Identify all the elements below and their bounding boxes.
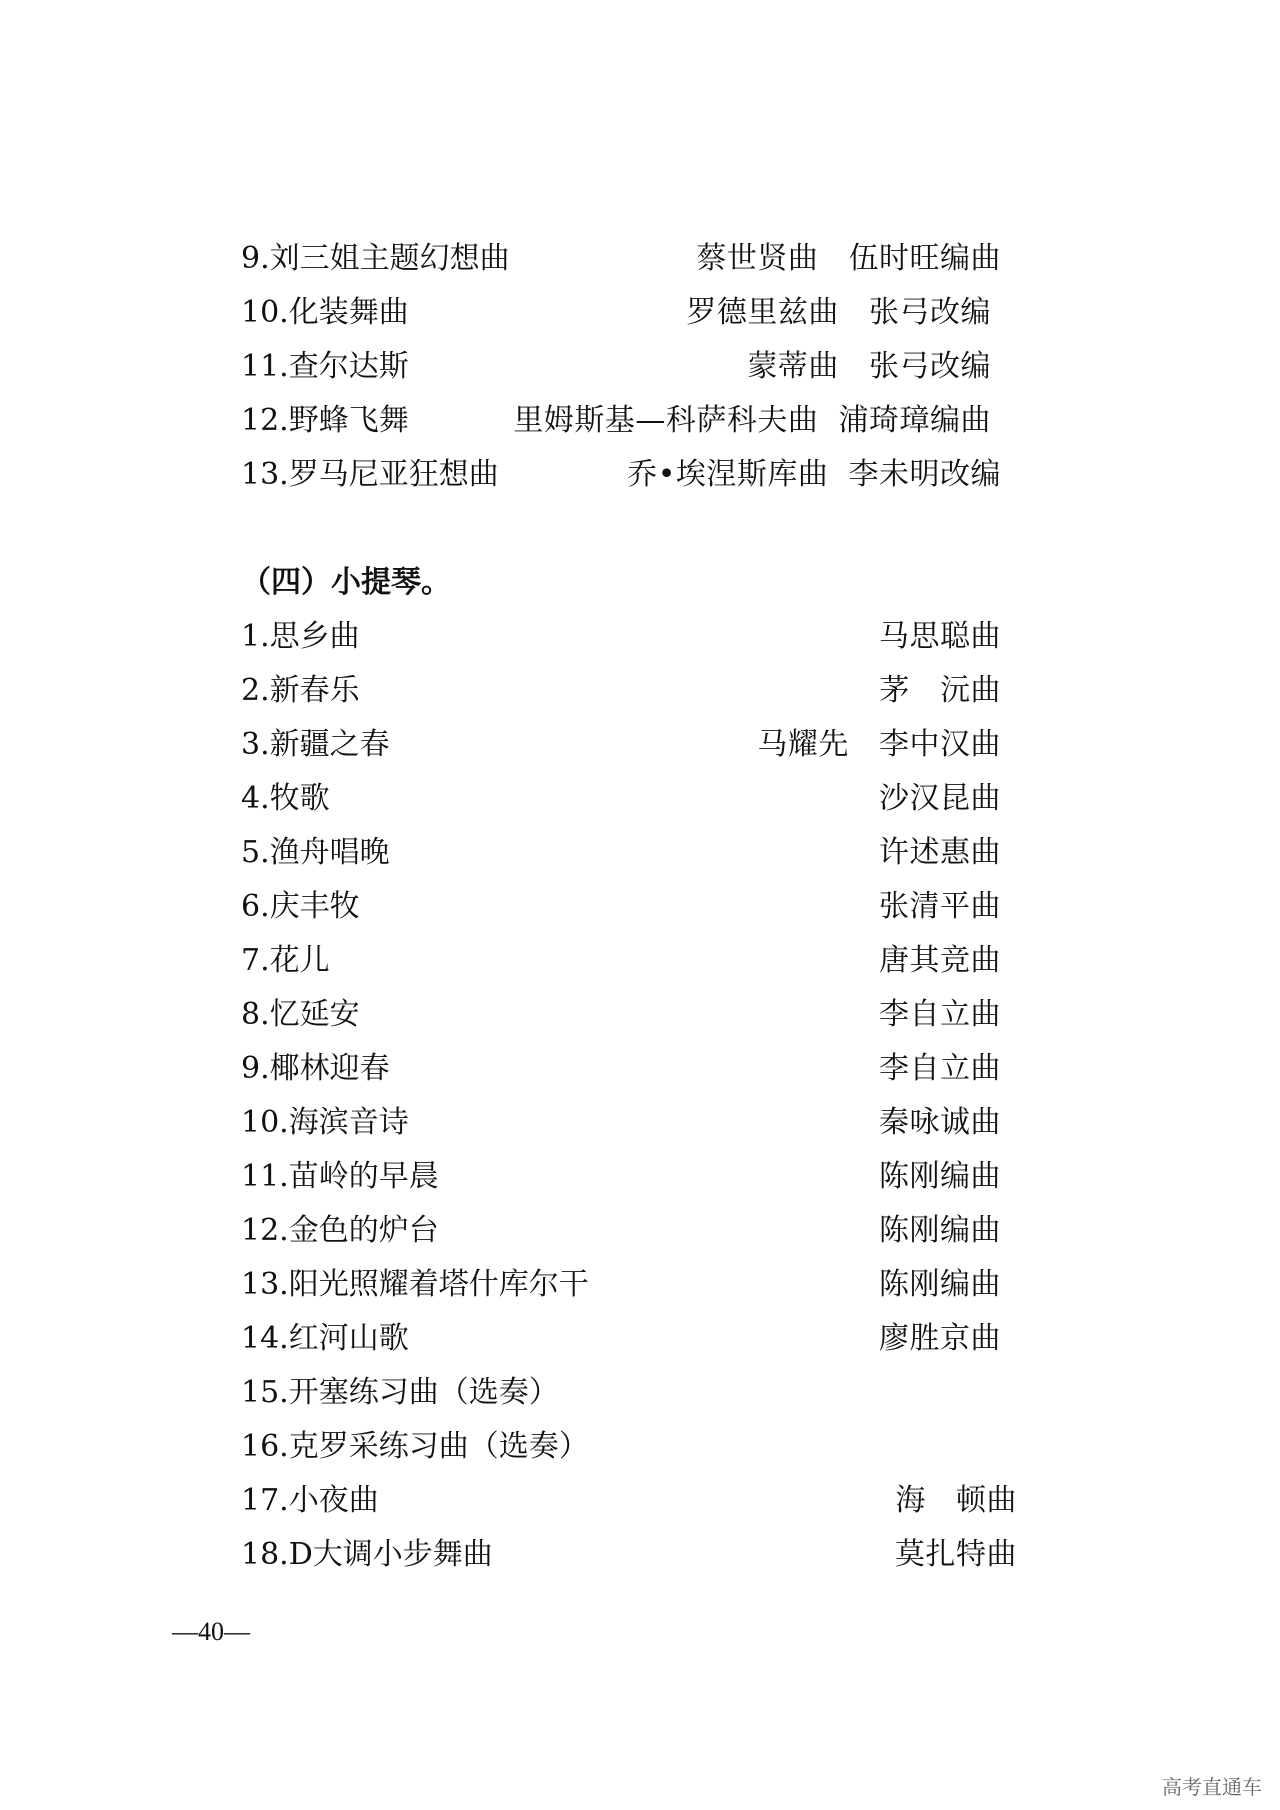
item-number: 6. — [241, 889, 270, 924]
item-title: 思乡曲 — [269, 619, 360, 654]
list-item — [241, 394, 1001, 448]
item-number: 17. — [241, 1483, 289, 1518]
violin-piece-list — [241, 610, 1017, 1582]
item-credit: 罗德里兹曲 张弓改编 — [686, 295, 991, 330]
item-number: 16. — [241, 1429, 289, 1464]
item-title: 红河山歌 — [288, 1321, 409, 1356]
item-title: 罗马尼亚狂想曲 — [288, 457, 499, 492]
watermark-text: 高考直通车 — [1162, 1775, 1262, 1799]
item-number: 5. — [241, 835, 270, 870]
item-title: 克罗采练习曲（选奏） — [288, 1429, 589, 1464]
item-credit: 张清平曲 — [879, 889, 1001, 924]
item-credit: 海 顿曲 — [895, 1483, 1017, 1518]
item-title: 苗岭的早晨 — [288, 1159, 439, 1194]
list-item — [241, 1420, 1001, 1474]
list-item — [241, 1150, 1001, 1204]
item-title: 新春乐 — [269, 673, 360, 708]
list-item — [241, 826, 1001, 880]
item-credit: 许述惠曲 — [879, 835, 1001, 870]
item-title: 小夜曲 — [288, 1483, 379, 1518]
item-credit: 马思聪曲 — [879, 619, 1001, 654]
item-credit: 秦咏诚曲 — [879, 1105, 1001, 1140]
item-title: 刘三姐主题幻想曲 — [269, 241, 510, 276]
piece-list-continued — [241, 232, 1001, 502]
item-title: 查尔达斯 — [288, 349, 409, 384]
item-number: 12. — [241, 1213, 289, 1248]
list-item — [241, 1312, 1001, 1366]
item-credit: 沙汉昆曲 — [879, 781, 1001, 816]
item-number: 12. — [241, 403, 289, 438]
list-item — [241, 664, 1001, 718]
item-number: 11. — [241, 1159, 289, 1194]
item-title: 阳光照耀着塔什库尔干 — [288, 1267, 589, 1302]
list-item — [241, 1258, 1001, 1312]
item-credit: 李自立曲 — [879, 1051, 1001, 1086]
item-credit: 唐其竞曲 — [879, 943, 1001, 978]
list-item — [241, 772, 1001, 826]
item-credit: 蔡世贤曲 伍时旺编曲 — [696, 241, 1001, 276]
item-title: D大调小步舞曲 — [288, 1537, 493, 1572]
item-title: 野蜂飞舞 — [288, 403, 409, 438]
item-number: 3. — [241, 727, 270, 762]
item-title: 椰林迎春 — [269, 1051, 390, 1086]
item-title: 庆丰牧 — [269, 889, 360, 924]
item-number: 4. — [241, 781, 270, 816]
item-title: 花儿 — [269, 943, 330, 978]
item-number: 2. — [241, 673, 270, 708]
item-credit: 茅 沅曲 — [879, 673, 1001, 708]
item-credit: 乔•埃涅斯库曲 李未明改编 — [627, 457, 1001, 492]
item-number: 8. — [241, 997, 270, 1032]
item-number: 10. — [241, 295, 289, 330]
section-heading-violin: （四）小提琴。 — [241, 565, 451, 600]
item-credit: 莫扎特曲 — [895, 1537, 1017, 1572]
item-credit: 里姆斯基—科萨科夫曲 浦琦璋编曲 — [513, 403, 991, 438]
item-title: 金色的炉台 — [288, 1213, 439, 1248]
item-credit: 陈刚编曲 — [879, 1267, 1001, 1302]
list-item — [241, 988, 1001, 1042]
item-title: 忆延安 — [269, 997, 360, 1032]
list-item — [241, 448, 1001, 502]
list-item — [241, 610, 1001, 664]
item-number: 9. — [241, 241, 270, 276]
list-item — [241, 934, 1001, 988]
item-title: 海滨音诗 — [288, 1105, 409, 1140]
list-item — [241, 1204, 1001, 1258]
item-title: 牧歌 — [269, 781, 330, 816]
item-number: 7. — [241, 943, 270, 978]
list-item — [241, 232, 1001, 286]
item-number: 14. — [241, 1321, 289, 1356]
item-credit: 陈刚编曲 — [879, 1213, 1001, 1248]
list-item — [241, 1474, 1017, 1528]
item-title: 新疆之春 — [269, 727, 390, 762]
item-credit: 李自立曲 — [879, 997, 1001, 1032]
item-number: 1. — [241, 619, 270, 654]
list-item — [241, 1096, 1001, 1150]
item-credit: 陈刚编曲 — [879, 1159, 1001, 1194]
list-item — [241, 1528, 1017, 1582]
page-number: —40— — [172, 1617, 250, 1646]
item-title: 化装舞曲 — [288, 295, 409, 330]
list-item — [241, 718, 1001, 772]
list-item — [241, 880, 1001, 934]
list-item — [241, 286, 1001, 340]
item-number: 15. — [241, 1375, 289, 1410]
item-number: 13. — [241, 457, 289, 492]
item-credit: 蒙蒂曲 张弓改编 — [747, 349, 991, 384]
item-number: 18. — [241, 1537, 289, 1572]
list-item — [241, 1042, 1001, 1096]
item-credit: 马耀先 李中汉曲 — [757, 727, 1001, 762]
list-item — [241, 340, 1001, 394]
item-number: 13. — [241, 1267, 289, 1302]
list-item — [241, 1366, 1001, 1420]
item-number: 11. — [241, 349, 289, 384]
item-number: 9. — [241, 1051, 270, 1086]
item-title: 渔舟唱晚 — [269, 835, 390, 870]
item-number: 10. — [241, 1105, 289, 1140]
item-title: 开塞练习曲（选奏） — [288, 1375, 559, 1410]
item-credit: 廖胜京曲 — [879, 1321, 1001, 1356]
